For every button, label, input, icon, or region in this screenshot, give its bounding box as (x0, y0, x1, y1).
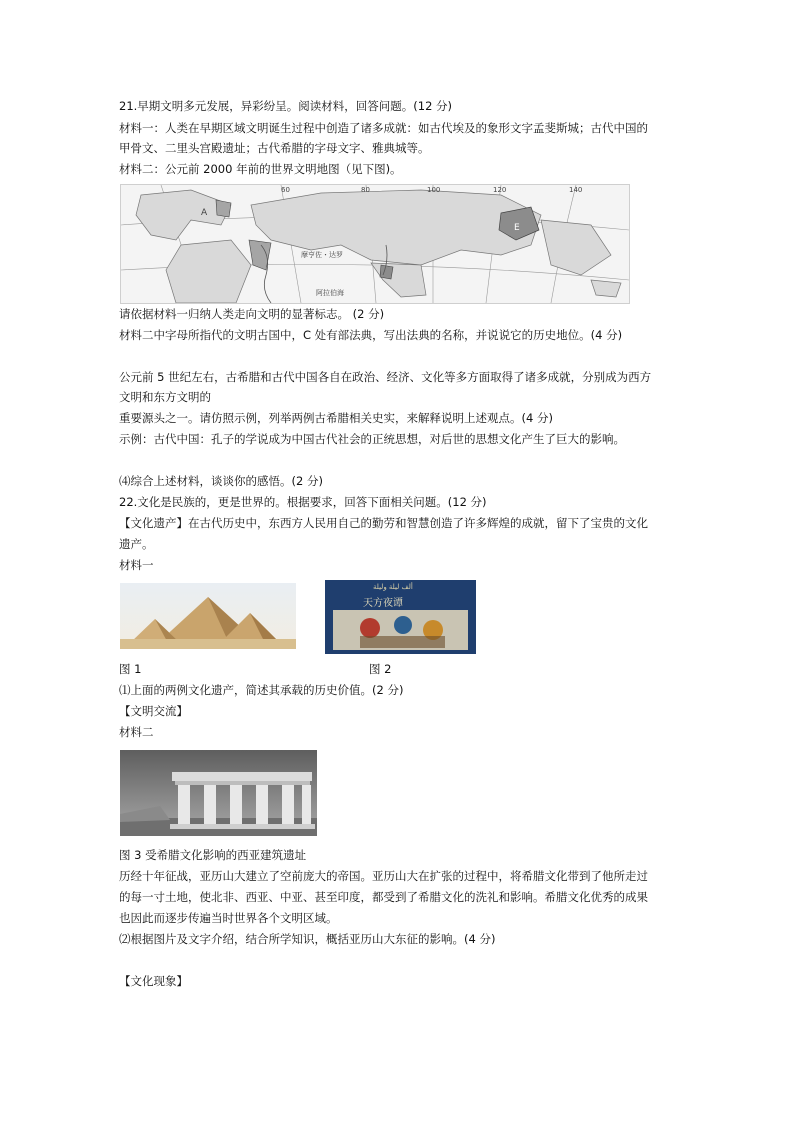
q22-material1: 材料一 (119, 558, 154, 572)
q21-material2: 材料二：公元前 2000 年前的世界文明地图（见下图)。 (119, 162, 402, 176)
q22-title: 22.文化是民族的，更是世界的。根据要求，回答下面相关问题。(12 分) (119, 495, 487, 509)
map-label-a: A (201, 208, 208, 218)
q21-question3-line2: 文明和东方文明的 (119, 390, 211, 404)
q21-question3-line3: 重要源头之一。请仿照示例，列举两例古希腊相关史实，来解释说明上述观点。(4 分) (119, 411, 553, 425)
q22-text-line2: 的每一寸土地，使北非、西亚、中亚、甚至印度，都受到了希腊文化的洗礼和影响。希腊文化优秀的成果 (119, 890, 648, 904)
q21-question1: 请依据材料一归纳人类走向文明的显著标志。 (2 分) (119, 307, 385, 321)
q21-question4: ⑷综合上述材料，谈谈你的感悟。(2 分) (119, 474, 323, 488)
q21-question3-line1: 公元前 5 世纪左右，古希腊和古代中国各自在政治、经济、文化等多方面取得了诸多成就，分别成为西方 (119, 370, 652, 384)
q22-question1: ⑴上面的两例文化遗产，简述其承载的历史价值。(2 分) (119, 683, 404, 697)
q22-phenomena-heading: 【文化现象】 (119, 974, 188, 988)
q22-exchange-heading: 【文明交流】 (119, 704, 188, 718)
q21-material1-line1: 材料一：人类在早期区域文明诞生过程中创造了诸多成就：如古代埃及的象形文字孟斐斯城；古代中国的 (119, 121, 648, 135)
q22-heritage-line2: 遗产。 (119, 537, 154, 551)
q21-example: 示例：古代中国：孔子的学说成为中国古代社会的正统思想，对后世的思想文化产生了巨大的影响。 (119, 432, 625, 446)
q21-material1-line2: 甲骨文、二里头宫殿遗址；古代希腊的字母文字、雅典城等。 (119, 141, 430, 155)
figure3-caption: 图 3 受希腊文化影响的西亚建筑遗址 (119, 848, 307, 862)
book-arabic-title: ألف ليلة وليلة (373, 583, 413, 591)
map-tick-80: 80 (361, 186, 370, 194)
q22-material2: 材料二 (119, 725, 154, 739)
greek-temple-ruins-photo (120, 750, 317, 836)
arabian-nights-book-cover (325, 580, 476, 654)
world-civilization-map (120, 184, 630, 304)
map-label-mohenjo-daro: 摩亨佐・达罗 (301, 251, 343, 259)
map-label-arabian-sea: 阿拉伯海 (316, 289, 344, 297)
pyramids-photo (120, 583, 296, 649)
q21-title: 21.早期文明多元发展，异彩纷呈。阅读材料，回答问题。(12 分) (119, 99, 453, 113)
q22-question2: ⑵根据图片及文字介绍，结合所学知识，概括亚历山大东征的影响。(4 分) (119, 932, 496, 946)
map-tick-100: 100 (427, 186, 441, 194)
q22-text-line1: 历经十年征战，亚历山大建立了空前庞大的帝国。亚历山大在扩张的过程中，将希腊文化带到了他所走过 (119, 869, 648, 883)
book-title: 天方夜谭 (363, 598, 403, 609)
map-tick-140: 140 (569, 186, 583, 194)
q21-question2: 材料二中字母所指代的文明古国中，C 处有部法典，写出法典的名称，并说说它的历史地位。(4 分) (119, 328, 623, 342)
map-tick-120: 120 (493, 186, 507, 194)
q22-heritage-line1: 【文化遗产】在古代历史中，东西方人民用自己的勤劳和智慧创造了许多辉煌的成就，留下了宝贵的文化 (119, 516, 648, 530)
figure1-caption: 图 1 (119, 662, 142, 676)
map-label-e: E (514, 223, 520, 233)
map-tick-60: 60 (281, 186, 290, 194)
q22-text-line3: 也因此而逐步传遍当时世界各个文明区域。 (119, 911, 338, 925)
figure2-caption: 图 2 (369, 662, 392, 676)
